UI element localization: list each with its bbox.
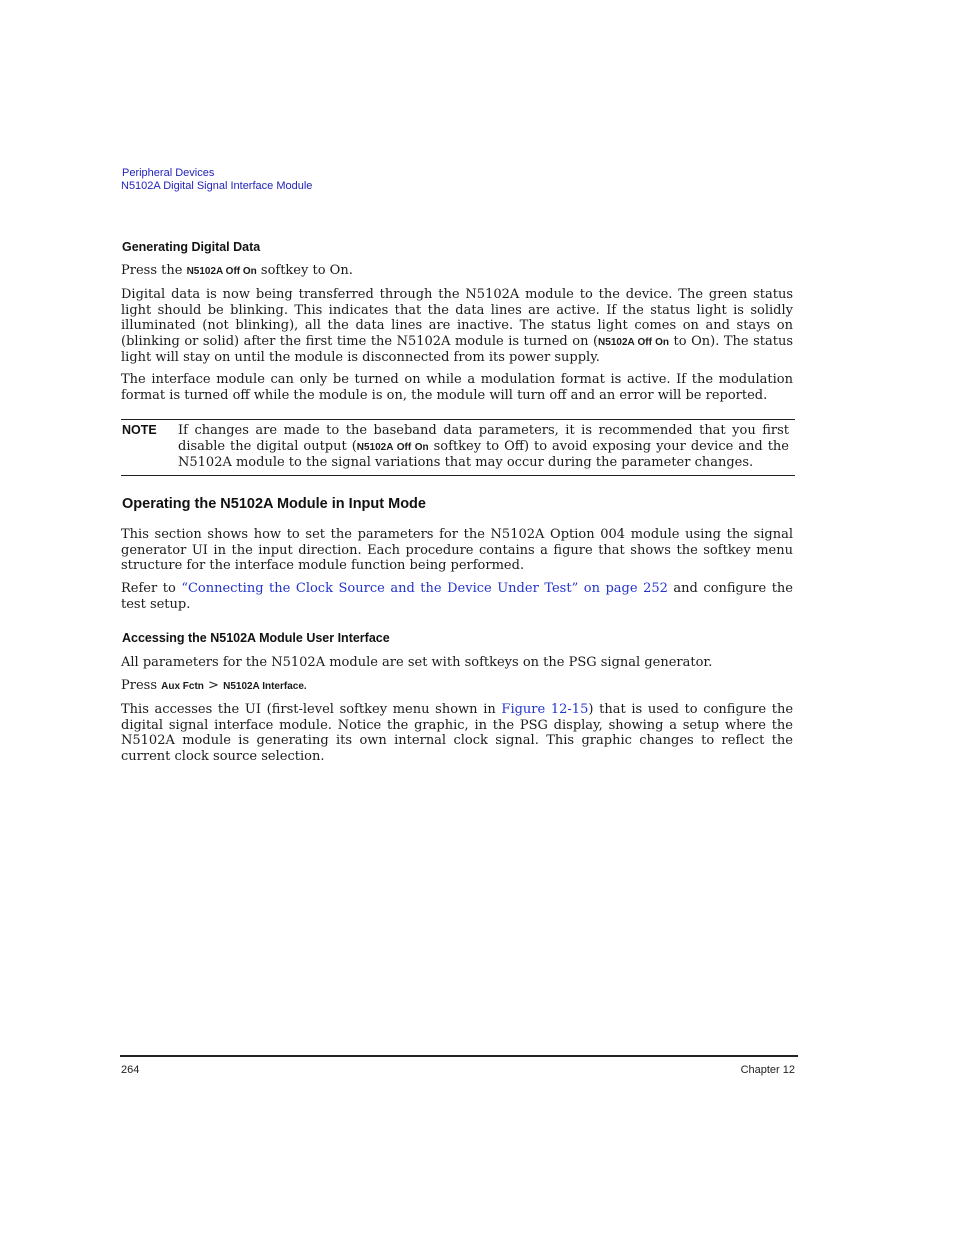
press-instruction: Press the N5102A Off On softkey to On.	[121, 263, 353, 278]
softkey-n5102a-off-on: N5102A Off On	[598, 336, 670, 348]
accessing-heading: Accessing the N5102A Module User Interface	[122, 631, 390, 645]
accessing-paragraph-1: All parameters for the N5102A module are set with softkeys on the PSG signal generator.	[121, 655, 713, 670]
note-bottom-rule	[121, 475, 795, 476]
softkey-n5102a-off-on: N5102A Off On	[186, 266, 257, 277]
page-number: 264	[121, 1064, 140, 1076]
operating-paragraph-1: This section shows how to set the parameters for the N5102A Option 004 module using the signal generator UI in the input direction. Each procedure contains a figure that shows the softkey menu structure for the interface module function being performed.	[121, 527, 793, 573]
press-aux-fctn-instruction: Press Aux Fctn > N5102A Interface.	[121, 678, 307, 693]
softkey-n5102a-interface: N5102A Interface.	[223, 681, 307, 692]
running-header-section: Peripheral Devices	[122, 167, 215, 179]
footer-rule	[120, 1055, 798, 1057]
running-header-subsection: N5102A Digital Signal Interface Module	[121, 180, 313, 192]
operating-heading: Operating the N5102A Module in Input Mode	[122, 496, 426, 512]
chapter-label: Chapter 12	[740, 1064, 795, 1076]
softkey-aux-fctn: Aux Fctn	[161, 681, 204, 692]
refer-paragraph: Refer to “Connecting the Clock Source and the Device Under Test” on page 252 and configure the test setup.	[121, 581, 793, 612]
softkey-n5102a-off-on: N5102A Off On	[356, 441, 429, 453]
figure-reference-link[interactable]: Figure 12-15	[501, 702, 589, 717]
note-top-rule	[121, 419, 795, 420]
cross-reference-link[interactable]: “Connecting the Clock Source and the Device Under Test” on page 252	[181, 581, 668, 596]
note-label: NOTE	[122, 423, 157, 437]
generating-paragraph-1: Digital data is now being transferred through the N5102A module to the device. The green status light should be blinking. This indicates that the data lines are active. If the status light is solidly illuminated (not blinking), all the data lines are inactive. The status light comes on and stays on (blinking or solid) after the first time the N5102A module is turned on (N5102A Off On to On). The status light will stay on until the module is disconnected from its power supply.	[121, 287, 794, 365]
note-text: If changes are made to the baseband data parameters, it is recommended that you first disable the digital output (N5102A Off On softkey to Off) to avoid exposing your device and the N5102A module to the signal variations that may occur during the parameter changes.	[178, 423, 789, 470]
generating-heading: Generating Digital Data	[122, 240, 261, 254]
generating-paragraph-2: The interface module can only be turned on while a modulation format is active. If the modulation format is turned off while the module is on, the module will turn off and an error will be reported.	[121, 372, 793, 403]
accessing-paragraph-2: This accesses the UI (first-level softkey menu shown in Figure 12-15) that is used to configure the digital signal interface module. Notice the graphic, in the PSG display, showing a setup where the N5102A module is generating its own internal clock signal. This graphic changes to reflect the current clock source selection.	[121, 702, 794, 764]
